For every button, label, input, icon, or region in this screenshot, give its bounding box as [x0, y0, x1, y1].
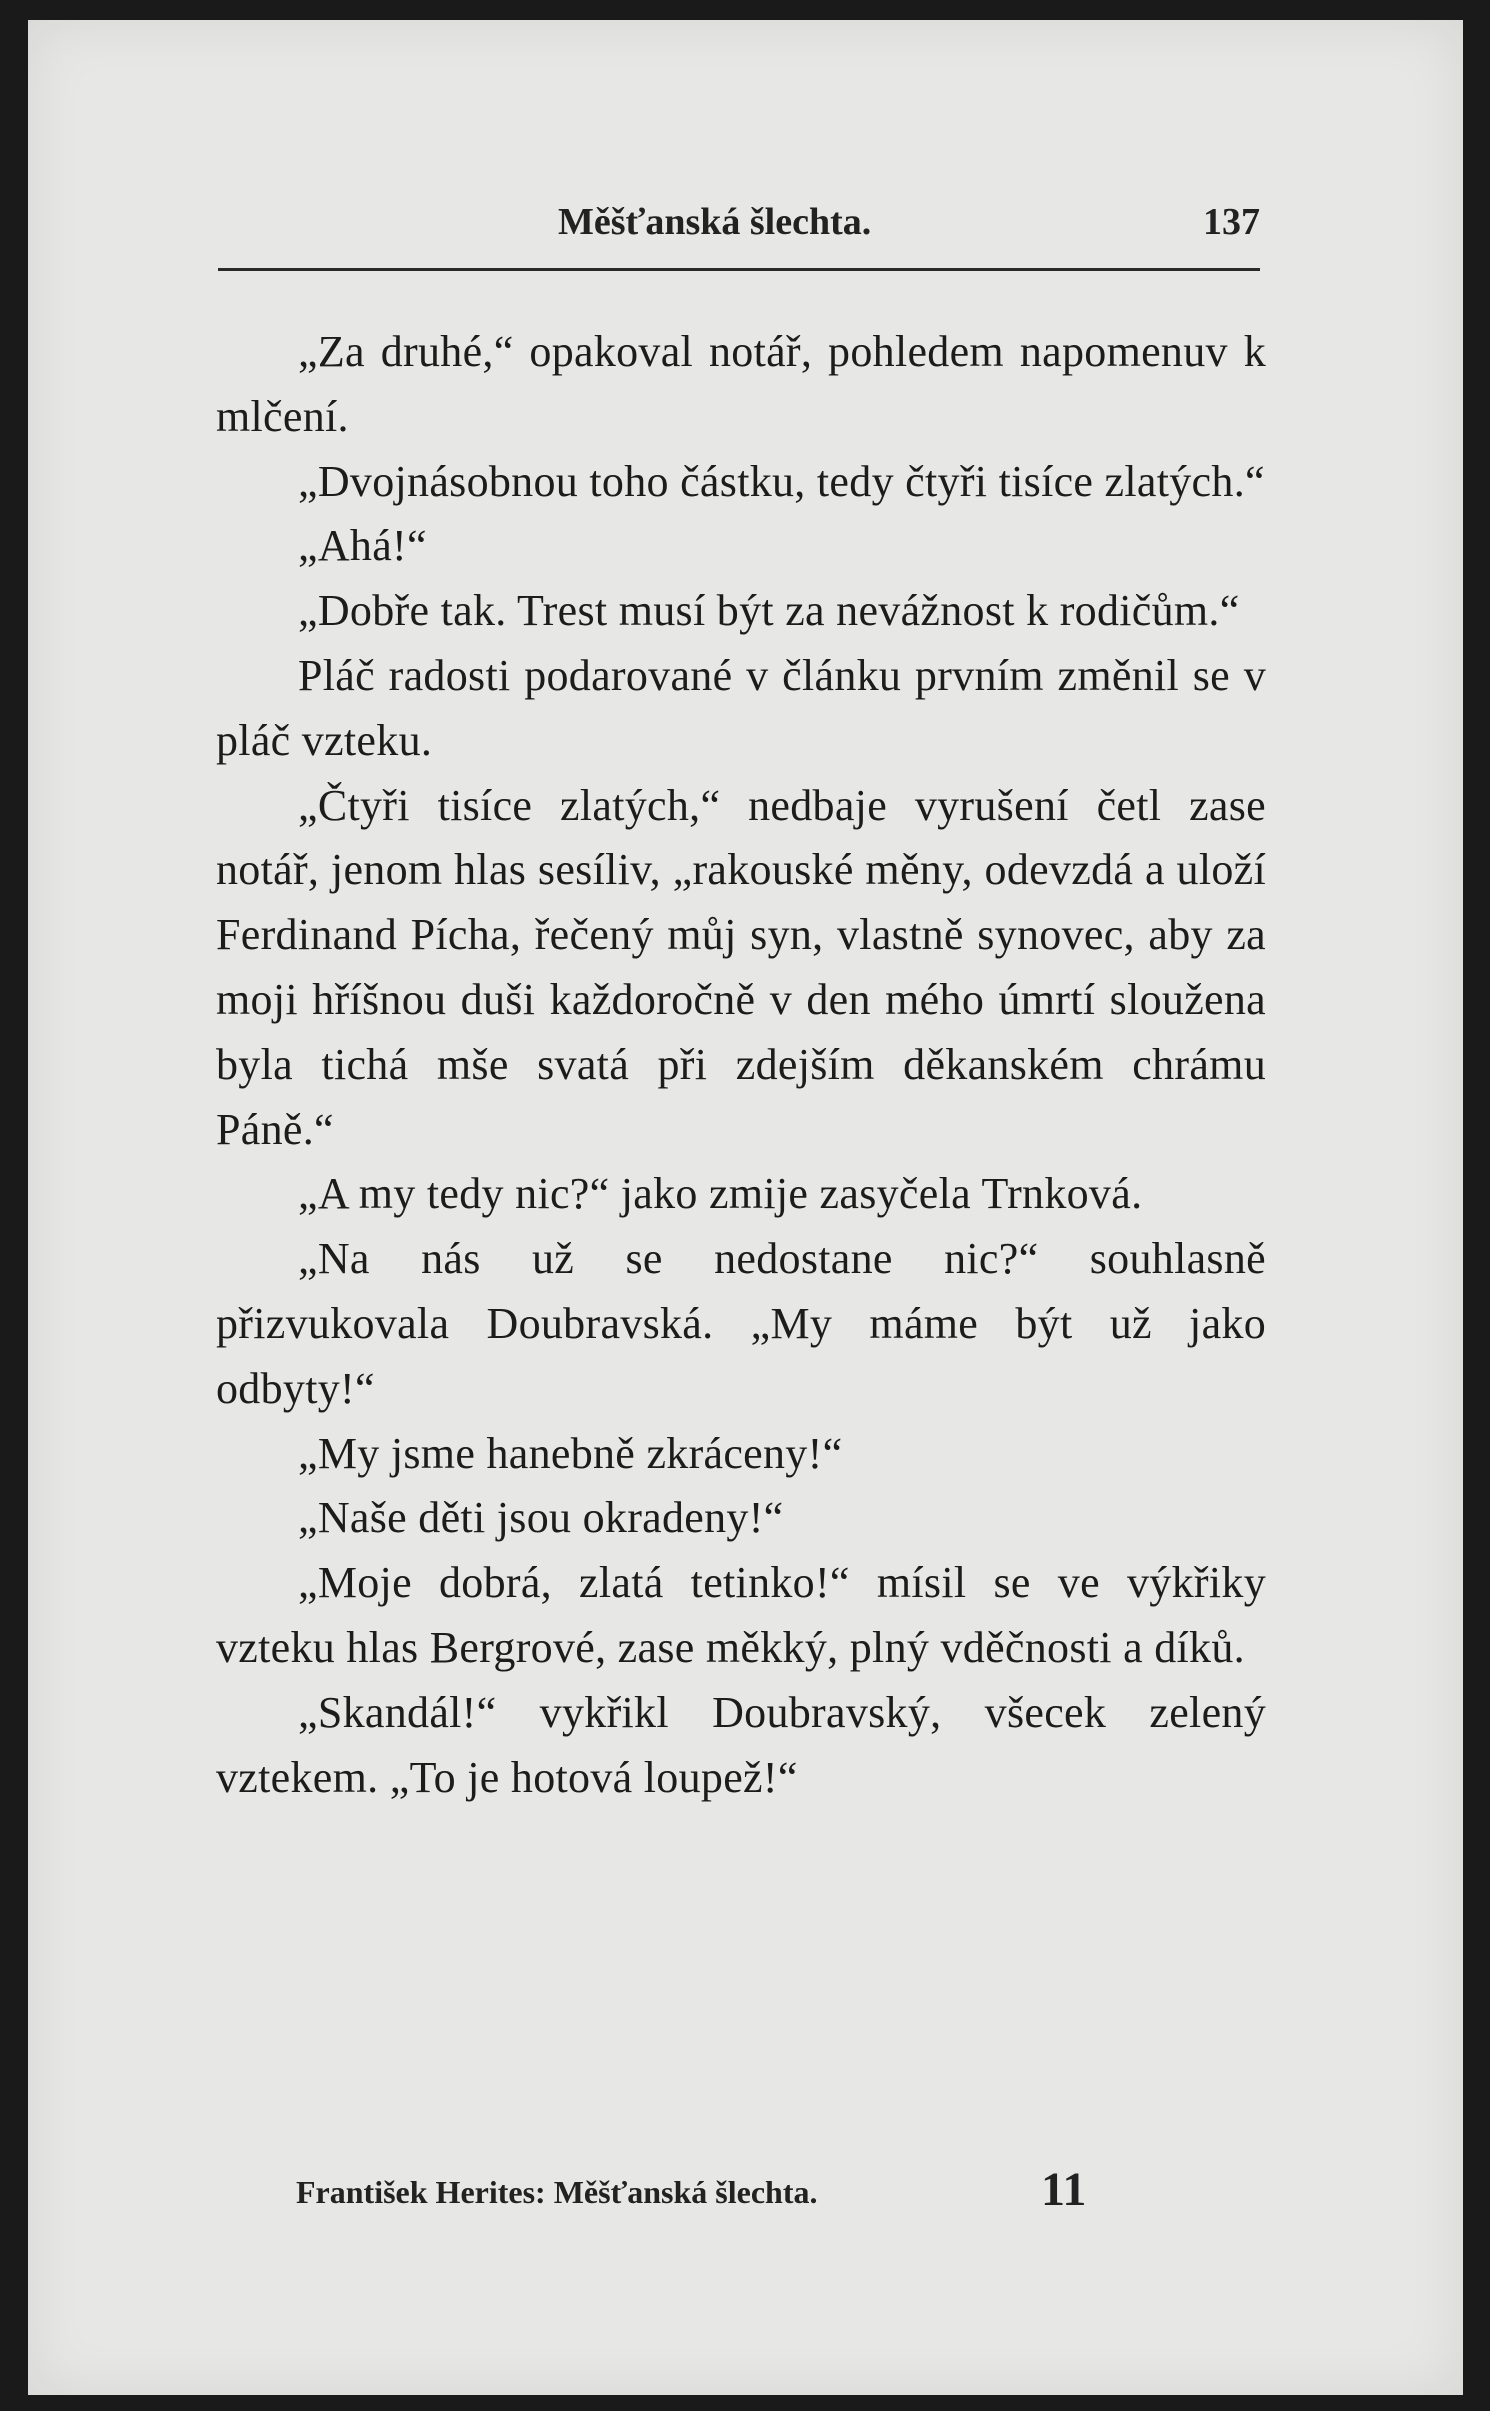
- paragraph: „A my tedy nic?“ jako zmije zasyčela Trnková.: [298, 1169, 1143, 1219]
- paragraph: Pláč radosti podarované v článku prvním změnil se v pláč vzteku.: [216, 650, 1266, 765]
- paragraph: „Dobře tak. Trest musí být za nevážnost k rodičům.“: [298, 586, 1240, 636]
- paragraph: „Ahá!“: [298, 521, 427, 571]
- paragraph: „Dvojnásobnou toho částku, tedy čtyři tisíce zlatých.“: [298, 456, 1265, 506]
- paragraph: „Moje dobrá, zlatá tetinko!“ mísil se ve výkřiky vzteku hlas Bergrové, zase měkký, plný vděčnosti a díků.: [216, 1558, 1266, 1672]
- book-page: [28, 20, 1463, 2395]
- sheet-number: 11: [1041, 2163, 1087, 2216]
- footer-signature: František Herites: Měšťanská šlechta.: [296, 2174, 818, 2210]
- paragraph: „Na nás už se nedostane nic?“ souhlasně přizvukovala Doubravská. „My máme být už jako odbyty!“: [216, 1234, 1266, 1413]
- paragraph: „My jsme hanebně zkráceny!“: [298, 1428, 843, 1478]
- paragraph: „Čtyři tisíce zlatých,“ nedbaje vyrušení četl zase notář, jenom hlas sesíliv, „rakouské měny, odevzdá a uloží Ferdinand Pícha, řečený můj syn, vlastně synovec, aby za moji hříšnou duši každoročně v den mého úmrtí sloužena byla tichá mše svatá při zdejším děkanském chrámu Páně.“: [216, 780, 1266, 1154]
- running-header: [218, 200, 1260, 250]
- paragraph: „Naše děti jsou okradeny!“: [298, 1493, 784, 1543]
- body-text: [216, 320, 1266, 1810]
- page-number: 137: [1203, 201, 1260, 243]
- footer: [296, 2162, 1096, 2218]
- paragraph: „Za druhé,“ opakoval notář, pohledem napomenuv k mlčení.: [216, 327, 1266, 441]
- paragraph: „Skandál!“ vykřikl Doubravský, všecek zelený vztekem. „To je hotová loupež!“: [216, 1687, 1266, 1802]
- running-title: Měšťanská šlechta.: [558, 201, 872, 243]
- header-rule: [218, 268, 1260, 271]
